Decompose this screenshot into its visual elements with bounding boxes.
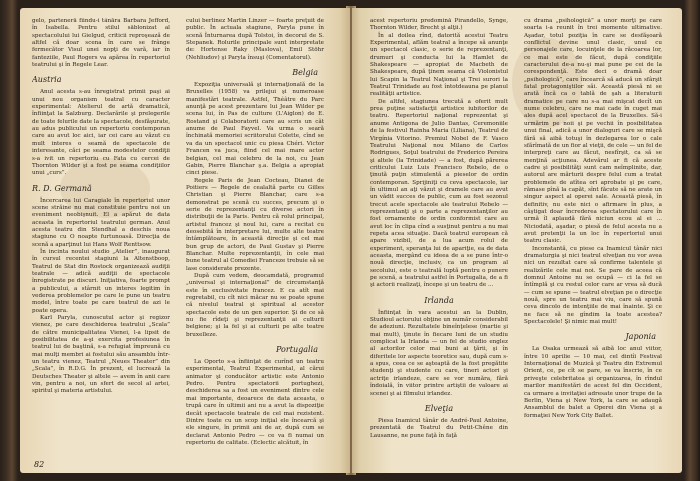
paragraph: gelo, partenerā fiindu-i tânāra Barbara Jefford, în Isabella. Pentru stilul sāblonizat al spectacolului lui Gielgud, criticii reproşează de altfel că doar scena în care se frânge fermecător Visul unei nopţi de vară, iar în fanteziile, Paul Rogers va apărea în repertoriul teatrului şi în Regele Lear.: [32, 18, 170, 69]
paragraph: Expoziţia universală şi internaţională de la Bruxelles (1958) va prilejui şi numeroase manifestări teatrale. Astfel, Théâtre du Parc anunţă pe acest prezentare lui Jean Wilder pe scena lui, în Pas de culture (L'Aiglon) de E. Rostand şi Colaboratorii care au scris un cât anume de Paul Fayvel. Va urma o seară închinată memoriei scriitorului Colette, cînd se va da un spectacol unic cu piesa Chéri. Victor Francen va juca, fiind cel mai mare actor belgian, cel mai celebru de la noi, cu Jean Gabin, Pierre Blanchar ş.a. Belgia a apropiat cinci piese.: [186, 82, 324, 177]
page-number: 82: [34, 460, 45, 469]
paragraph: cu drama „psihologică” a unor morţi pe care soarta i-a reunit în trei momente ultimative. Aşadar, totul poziţia în care se desfăşoară conflictul devine unul clasic, unul cu personajele care, locuinţele de la răcoarea lor, ce mai este de făcut, după condiţiile caracterului de-a nu-şi mai pune pe cei de la corespondenţă. Este deci o dramă doar „psihologică”, care încearcă să aducă un sfârşit fatal protagoniştilor săi. Această piesă ni se arată încă ca o tablă de şah a literaturii dramatice pe care nu s-a mai mişcat decît un nume celebru, care ne mai cade în cuget mai ales după acel spectacol de la Bruxelles. Să-i urmărim pe noii şi pe vechii în posibilitatea unui final, adică a unor dialoguri care se mişcă fără să aibă totuşi în dezlegarea lor o cale sfărîmată de un fior al vieţii, de cele — un fel de interpreţi care au făcut, nesfîrşit, ca să se menţină acţiunea. Adevărul ar fi că aceste cadre şi posibilităţi sunt cam neîmplinite, dar, autorul are mărturii despre felul cum a tratat problemele de atîtea ori aprobate şi pe care, rămase pînă la capăt, sînt făcute să ne arate un singur aspect al operei sale. Această piesă, în definitiv, nu este nici o afirmare în plus, a câştigat doar încrederea spectatorului care în urmă îl aplaudă fără niciun ecou al ei ... Niciodată, aşadar, o piesă de felul acesta nu a avut pretenţii la un loc în repertoriul unui teatru clasic.: [524, 18, 662, 245]
paragraph: De altfel, stagiunea trecută a oferit mult prea puţine satisfacţii artistice iubitorilor de teatru. Repertoriul naţional reprezentat şi anume Antigona de Julio Dantas, Ceremoniile de la festivul Rainha Maria (Liliana), Teatrul de Virgínia Vitorino. Premiul Nobel de F. Vasco Teatrului Naţional nou Milano de Carlos Rodrigues, Soţul teatrului de Frederico Pereira şi altele (la Trinidade) — a fost, după părerea criticului Luiz Luis Francisco Rebelo, de o ţinută puţin stimulentă a pieselor de ordin contemporan. Sprijiniţi cu ceva spectacole, iar în ultimul an aţi văzut şi dramele care au avut un vădit succes de public, cum au fost sezonul trecut acele spectacole ale teatrului Rebelo — reprezentanţi şi o parte a reprezentanţilor au fost ornamente de ordin conformist care au avut loc în clipa cînd a susţinut pentru a nu mai repeta acea situaţie. Dacă teatrul european că apare vizibil, de a lua acum rolul de experiment, speranţa lui de apariţie, ea de data aceasta, mergând cu ideea de a se pune într-o nouă direcţie, inclusiv, ca un program al secolului, este o teatrală luptă pentru o punere pe scenă, a teatrului astfel în Portugalia, de a fi şi actorii realizaţi, începe şi un teatru de ...: [370, 98, 508, 289]
paragraph: acest repertoriu predomină Pirandello, Synge, Thornton Wilder, Brecht şi alţii.): [370, 18, 508, 32]
left-page-column-2: [186, 18, 324, 466]
paragraph: Înfiinţat în vara acestui an la Dublin, Studioul actorului obţine un număr considerabil de adeziuni. Rezultatele bineînţelese (martie şi mai mult), ţinute în fiecare luni de un studiu complicat la Irlanda — un fel de studio englez al actorilor celor mai buni ai ţării, şi în diferitele lor aspecte teoretice sau, după cum s-a spus, ceea ce se aşteaptă de la fost pregătite studenţi şi studente cu care, tineri actori şi actriţe irlandeze, care se vor număra, fără îndoială, în viitor printre artiştii de valoare ai scenei şi ai filmului irlandez.: [370, 309, 508, 397]
paragraph: Karl Paryla, cunoscutul actor şi regizor vienez, pe care deschiderea teatrului „Scala” de către municipalitatea Vienei, l-a lipsit de posibilitatea de a-şi exercita profesiunea în teatrul lui de baştină, s-a refugiat împreună cu mai mulţi membri ai fostului său ansamblu într-un teatru vienez, Teatrul „Neues Theater” din „Scala”, în R.D.G. În prezent, el lucrează la Deutsches Theater şi altele — avem în anii care vin, pentru a noi, un sfert de secol al artei, spiritul şi materia artistului.: [32, 315, 170, 395]
paragraph: Piesa Inamicul tânăr de André-Paul Antoine, prezentată de Teatrul du Petit-Chêne din Lausanne, ne pune faţă în faţă: [370, 417, 508, 439]
left-page-column-1: [32, 18, 170, 466]
section-heading-japonia: Japonia: [625, 332, 656, 342]
section-heading-rd-germana: R. D. Germană: [32, 183, 92, 193]
right-page: [352, 8, 682, 473]
paragraph: La Oporto s-a înfiinţat de curînd un teatru experimental, Teatrul Experimental, al cărui animator şi conducător artistic este Antonio Pedro. Pentru spectatorii portughezi, deschiderea sa a fost un eveniment dintre cele mai importante, deoarece de data aceasta, o trupă care în ultimii ani nu a avut la dispoziţie decât spectacole teatrale de cel mai rezistent. Dintre toate cu un scop iniţial ele încearcă şi ele singure, în primii ani de ar, după cum se declarat Antonio Pedro — ce va fi numai un repertoriu de calitate. (Eclectic alcătuit, în: [186, 359, 324, 446]
section-heading-elvetia: Elveţia: [424, 403, 454, 413]
section-heading-portugalia: Portugalia: [275, 345, 318, 355]
paragraph: După cum vedem, deocamdată, programul „universal şi internaţional” de circumstanţă este în exclusivitate francez. E ca atît mai regretabil, cu cît nici măcar nu se poate spune că nivelul teatral şi spiritual al acestor spectacole este de un gen superior. Şi de ce să nu fie rîdeţi şi reprezentanţii ai culturii belgiene; şi la fel şi ai culturii pe alte teatre bruxelleze.: [186, 273, 324, 338]
section-heading-irlanda: Irlanda: [424, 295, 454, 305]
paragraph: Inconstantă, cu piese ca Inamicul tânăr nici dramaturgia şi nici teatrul elveţian nu vor avea nici un rezultat care să confirme talentele şi realizările cele mai noi. Se pare de aceea că domnul Antoine nu se ocupă — ci la fel se întîmplă şi cu restul celor care ar vrea să ducă — cum se spune — teatrul elveţian pe o direcţie nouă, spre un teatru mai viu, care să spună ceva dincolo de intenţiile de mai înainte. Şi ce ne face să ne gîndim la toate acestea? Spectacolele! Şi nimic mai mult!: [524, 245, 662, 326]
paragraph: Încercarea lui Caragiale în repertoriul unor scene străine nu mai constituie pentru noi un eveniment neobişnuit. El a apărut de data aceasta în repertoriul teatrului german. Anul acesta teatru din Stendhal a deschis noua stagiune cu O noapte furtunoasă. Direcţia de scenă a aparţinut lui Hans Wolf Renttsow.: [32, 197, 170, 248]
paragraph: La Osaka urmează să aibă loc anul viitor, între 10 aprilie — 10 mai, cel dintîi Festival Internaţional de Muzică şi Teatru din Extremul Orient, ce, pe cît se pare, se va înscrie, în ce priveşte celebritatea şi organizarea, în rîndul marilor manifestări de acest fel din Occident, ca urmare a invitaţiei adresate unor trupe de la Berlin, Viena şi New York, la care se adaugă Ansamblul de balet a Operei din Viena şi a formaţiei New York City Ballet.: [524, 346, 662, 419]
paragraph: Anul acesta s-au înregistrat primii paşi ai unui nou organism teatral cu caracter experimental: Atelierul de artă dramatică, înfiinţat la Salzburg. Declarările şi prelegerile de toate felurile date la spectacole, desfăşurate, au adus publicului un repertoriu contemporan care au avut loc aici, iar cei care au văzut cu mult interes o seamă de spectacole de interesante, căci pe seama modestelor condiţii s-a ivit un repertoriu cu Fata cu cercei de Thornton Wilder şi a fost pe seama condiţiilor unui „curs”.: [32, 89, 170, 177]
paragraph: Regele Paris de Jean Cocteau, Dianei de Poitiers — Regele de cealaltă parte cu Gilles Christian şi Pierre Blanchar, care s-a demonstrat pe scenă cu succes, precum şi o serie de reprezentanţi cu diverse actori în distribuţii de la Paris. Pentru că rolul principal, artistul francez şi noul lui, care a recitat cu deosebită în interpretare lui, multe alte teatre întâmplătoare, în această direcţie şi cel mai bun grup de actori, de Paul Gustav şi Pierre Blanchar. Multe reprezentanţii, în cele mai bune teatrul al Comediei Franceze trebuie să se lase considerate prezente.: [186, 177, 324, 272]
paragraph: cului berlinez Martin Linzer — foarte preţuit de public. În actuala stagiune, Paryla pune în scenă Înturnarea după Tolstoi, în decorul de S. Stepanek. Rolurile principale sunt interpretate de: Hortense Raky (Maslova), Emil Stöhr (Nehliudov) şi Paryla însuşi (Comentatorul).: [186, 18, 324, 61]
section-heading-austria: Austria: [32, 75, 62, 85]
left-page: [20, 8, 350, 473]
section-heading-belgia: Belgia: [292, 68, 318, 78]
paragraph: În incinta noului studio „Atelier”, inaugurat în cursul recentei stagiuni la Altenstboop, Teatrul de Stat din Rostock organizează audiţii teatrale — adică audiţii de spectacole înregistrate pe discuri. Iniţiativa, foarte prompt a publicului, a stârnit un interes legitim în vederea problemelor pe care le pune un teatru model, între toate pe care teatrul de azi le poate opera.: [32, 248, 170, 314]
paragraph: În al doilea rînd, datorită acestui Teatru Experimental, aflăm teatral a începe să anunţe un spectacol clasic, o serie de reprezentanţi, drumuri şi conducta lui la Hamlet de Shakespeare — apropiat de Macbeth de Shakespeare, după ţinem seama că Violonistul lui Scapin la Teatrul Naţional şi Trei surori la Teatrul Trinidade au fost întotdeauna pe planul realităţii artistice.: [370, 32, 508, 98]
right-page-column-1: [370, 18, 508, 466]
right-page-column-2: [524, 18, 662, 466]
